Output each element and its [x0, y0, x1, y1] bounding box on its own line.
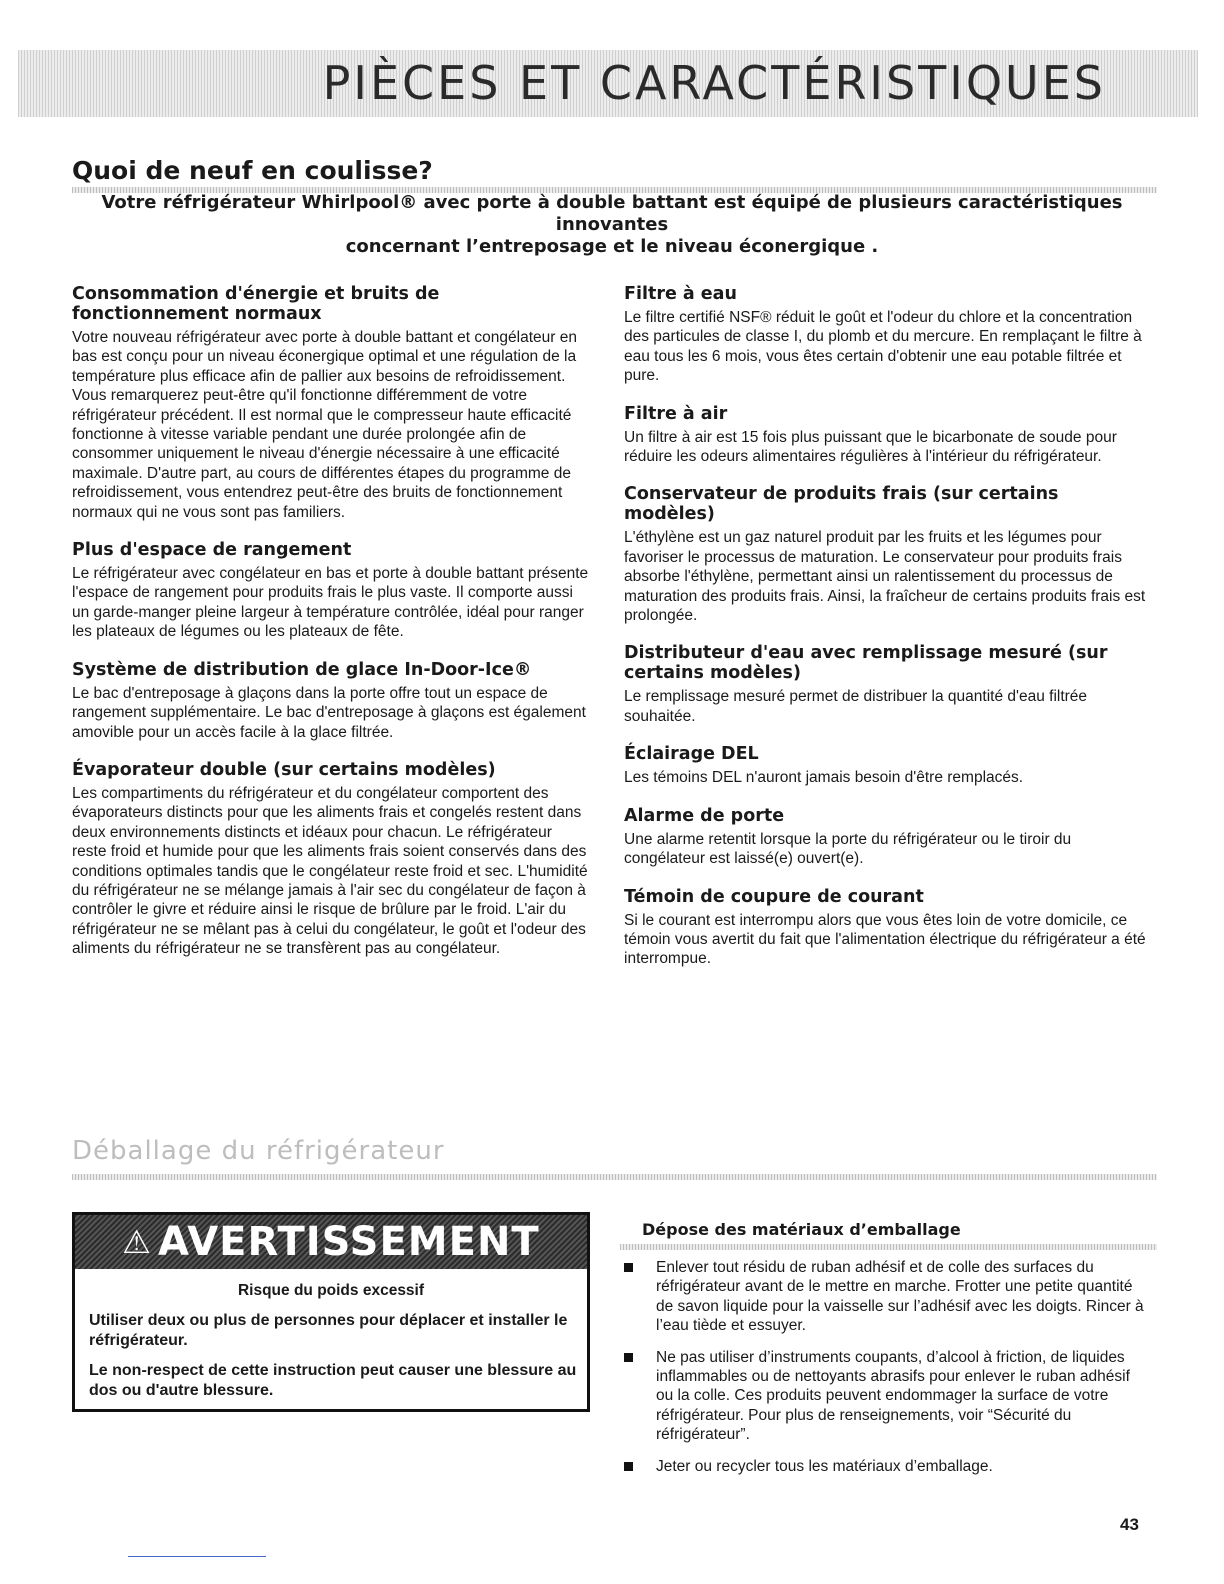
- feature-water-dispenser: [624, 643, 1146, 726]
- feature-title: Éclairage DEL: [624, 744, 759, 765]
- feature-text: L'éthylène est un gaz naturel produit par les fruits et les légumes pour favoriser le processus de maturation. Le conservateur pour produits frais absorbe l'éthylène, permettant ainsi un ralentissement du processus de maturation des produits frais. Ainsi, la fraîcheur de certains produits frais est prolongée.: [624, 529, 1146, 625]
- packaging-removal-rule: [620, 1244, 1157, 1250]
- warning-instruction: Utiliser deux ou plus de personnes pour déplacer et installer le réfrigérateur.: [89, 1312, 568, 1349]
- left-column: [72, 284, 590, 977]
- feature-water-filter: [624, 284, 1146, 386]
- feature-text: Votre nouveau réfrigérateur avec porte à double battant et congélateur en bas est conçu pour un niveau éconergique optimal et une régulation de la température plus efficace afin de pallier aux besoins de refroidissement. Vous remarquerez peut-être qu'il fonctionne différemment de votre réfrigérateur précédent. Il est normal que le compresseur haute efficacité fonctionne à vitesse variable pendant une durée prolongée afin de consommer uniquement le niveau d'énergie nécessaire à une efficacité maximale. D'autre part, au cours de différentes étapes du programme de refroidissement, vous entendrez peut-être des bruits de fonctionnement normaux qui ne vous sont pas familiers.: [72, 329, 577, 521]
- warning-subtitle: Risque du poids excessif: [237, 1282, 425, 1299]
- feature-title: Filtre à air: [624, 403, 728, 424]
- feature-power-outage: [624, 887, 1146, 969]
- list-item: [620, 1348, 1145, 1445]
- feature-title: Distributeur d'eau avec remplissage mesuré (sur certains modèles): [624, 643, 1108, 684]
- feature-text: Le réfrigérateur avec congélateur en bas et porte à double battant présente l'espace de rangement pour produits frais le plus vaste. Il comporte aussi un garde-manger pleine largeur à température contrôlée, idéal pour ranger les plateaux de légumes ou les plateaux de fête.: [72, 565, 589, 641]
- list-item-text: Ne pas utiliser d’instruments coupants, d’alcool à friction, de liquides inflammables ou de nettoyants abrasifs pour enlever le ruban adhésif ou la colle. Ces produits peuvent endommager la surface de votre réfrigérateur. Pour plus de renseignements, voir “Sécurité du réfrigérateur”.: [656, 1348, 1130, 1444]
- feature-storage: [72, 540, 590, 642]
- warning-box: [72, 1212, 590, 1412]
- warning-label: AVERTISSEMENT: [157, 1219, 540, 1265]
- list-item: [620, 1457, 1145, 1476]
- feature-text: Les témoins DEL n'auront jamais besoin d'être remplacés.: [624, 769, 1024, 787]
- feature-evaporator: [72, 760, 590, 959]
- feature-text: Un filtre à air est 15 fois plus puissant que le bicarbonate de soude pour réduire les odeurs alimentaires régulières à l'intérieur du réfrigérateur.: [624, 428, 1117, 466]
- feature-title: Consommation d'énergie et bruits de fonctionnement normaux: [72, 284, 440, 324]
- feature-ice: [72, 660, 590, 742]
- feature-text: Le filtre certifié NSF® réduit le goût et l'odeur du chlore et la concentration des particules de classe I, du plomb et du mercure. En remplaçant le filtre à eau tous les 6 mois, vous êtes certain d'obtenir une eau potable filtrée et pure.: [624, 309, 1142, 385]
- feature-air-filter: [624, 404, 1146, 467]
- warning-triangle-icon: ⚠: [122, 1223, 152, 1261]
- packaging-removal-list: [620, 1258, 1145, 1488]
- feature-text: Le remplissage mesuré permet de distribuer la quantité d'eau filtrée souhaitée.: [624, 688, 1088, 725]
- warning-consequence: Le non-respect de cette instruction peut causer une blessure au dos ou d'autre blessure.: [89, 1362, 577, 1399]
- feature-title: Évaporateur double (sur certains modèles): [72, 759, 496, 780]
- intro-lead-line2: concernant l’entreposage et le niveau éconergique .: [345, 236, 879, 257]
- feature-title: Témoin de coupure de courant: [624, 886, 924, 907]
- feature-title: Alarme de porte: [624, 805, 785, 826]
- page-number: 43: [1120, 1515, 1139, 1534]
- header-banner: [18, 50, 1198, 117]
- warning-header: [75, 1215, 587, 1269]
- intro-lead: [72, 192, 1152, 258]
- section-title: Quoi de neuf en coulisse?: [72, 156, 433, 185]
- feature-title: Système de distribution de glace In-Door-Ice®: [72, 659, 532, 680]
- bullet-square-icon: [624, 1263, 633, 1272]
- intro-lead-line1: Votre réfrigérateur Whirlpool® avec porte à double battant est équipé de plusieurs caractéristiques innovantes: [101, 192, 1123, 235]
- unpacking-title: Déballage du réfrigérateur: [72, 1136, 445, 1166]
- banner-title: PIÈCES ET CARACTÉRISTIQUES: [322, 56, 1106, 110]
- feature-title: Plus d'espace de rangement: [72, 540, 352, 561]
- right-column: [624, 284, 1146, 987]
- list-item-text: Jeter ou recycler tous les matériaux d’emballage.: [656, 1457, 993, 1475]
- feature-text: Les compartiments du réfrigérateur et du congélateur comportent des évaporateurs distincts pour que les aliments frais et congelés restent dans deux environnements distincts et idéaux pour chacun. Le réfrigérateur reste froid et humide pour que les aliments frais soient conservés dans des conditions optimales tandis que le congélateur reste froid et sec. L'humidité du réfrigérateur ne se mélange jamais à l'air sec du congélateur de façon à contrôler le givre et réduire ainsi le risque de brûlure par le froid. L'air du réfrigérateur ne se mêlant pas à celui du congélateur, le goût et l'odeur des aliments du réfrigérateur ne se transfèrent pas au congélateur.: [72, 784, 588, 958]
- feature-produce-preserver: [624, 484, 1146, 625]
- feature-title: Conservateur de produits frais (sur certains modèles): [624, 484, 1059, 525]
- unpacking-rule: [72, 1174, 1157, 1180]
- list-item-text: Enlever tout résidu de ruban adhésif et de colle des surfaces du réfrigérateur avant de le mettre en marche. Frotter une petite quantité de savon liquide pour la vaisselle sur l’adhésif avec les doigts. Rincer à l’eau tiède et essuyer.: [656, 1259, 1144, 1335]
- bullet-square-icon: [624, 1462, 633, 1471]
- feature-title: Filtre à eau: [624, 284, 737, 304]
- feature-door-alarm: [624, 806, 1146, 869]
- feature-text: Une alarme retentit lorsque la porte du réfrigérateur ou le tiroir du congélateur est laissé(e) ouvert(e).: [624, 830, 1072, 868]
- feature-energy: [72, 284, 590, 522]
- list-item: [620, 1258, 1145, 1336]
- feature-text: Le bac d'entreposage à glaçons dans la porte offre tout un espace de rangement supplémentaire. Le bac d'entreposage à glaçons est également amovible pour un accès facile à la glace filtrée.: [72, 684, 586, 741]
- feature-led-lighting: [624, 744, 1146, 787]
- feature-text: Si le courant est interrompu alors que vous êtes loin de votre domicile, ce témoin vous avertit du fait que l'alimentation électrique du réfrigérateur a été interrompue.: [624, 911, 1146, 968]
- packaging-removal-title: Dépose des matériaux d’emballage: [642, 1220, 961, 1239]
- footer-line: [128, 1556, 266, 1557]
- bullet-square-icon: [624, 1353, 633, 1362]
